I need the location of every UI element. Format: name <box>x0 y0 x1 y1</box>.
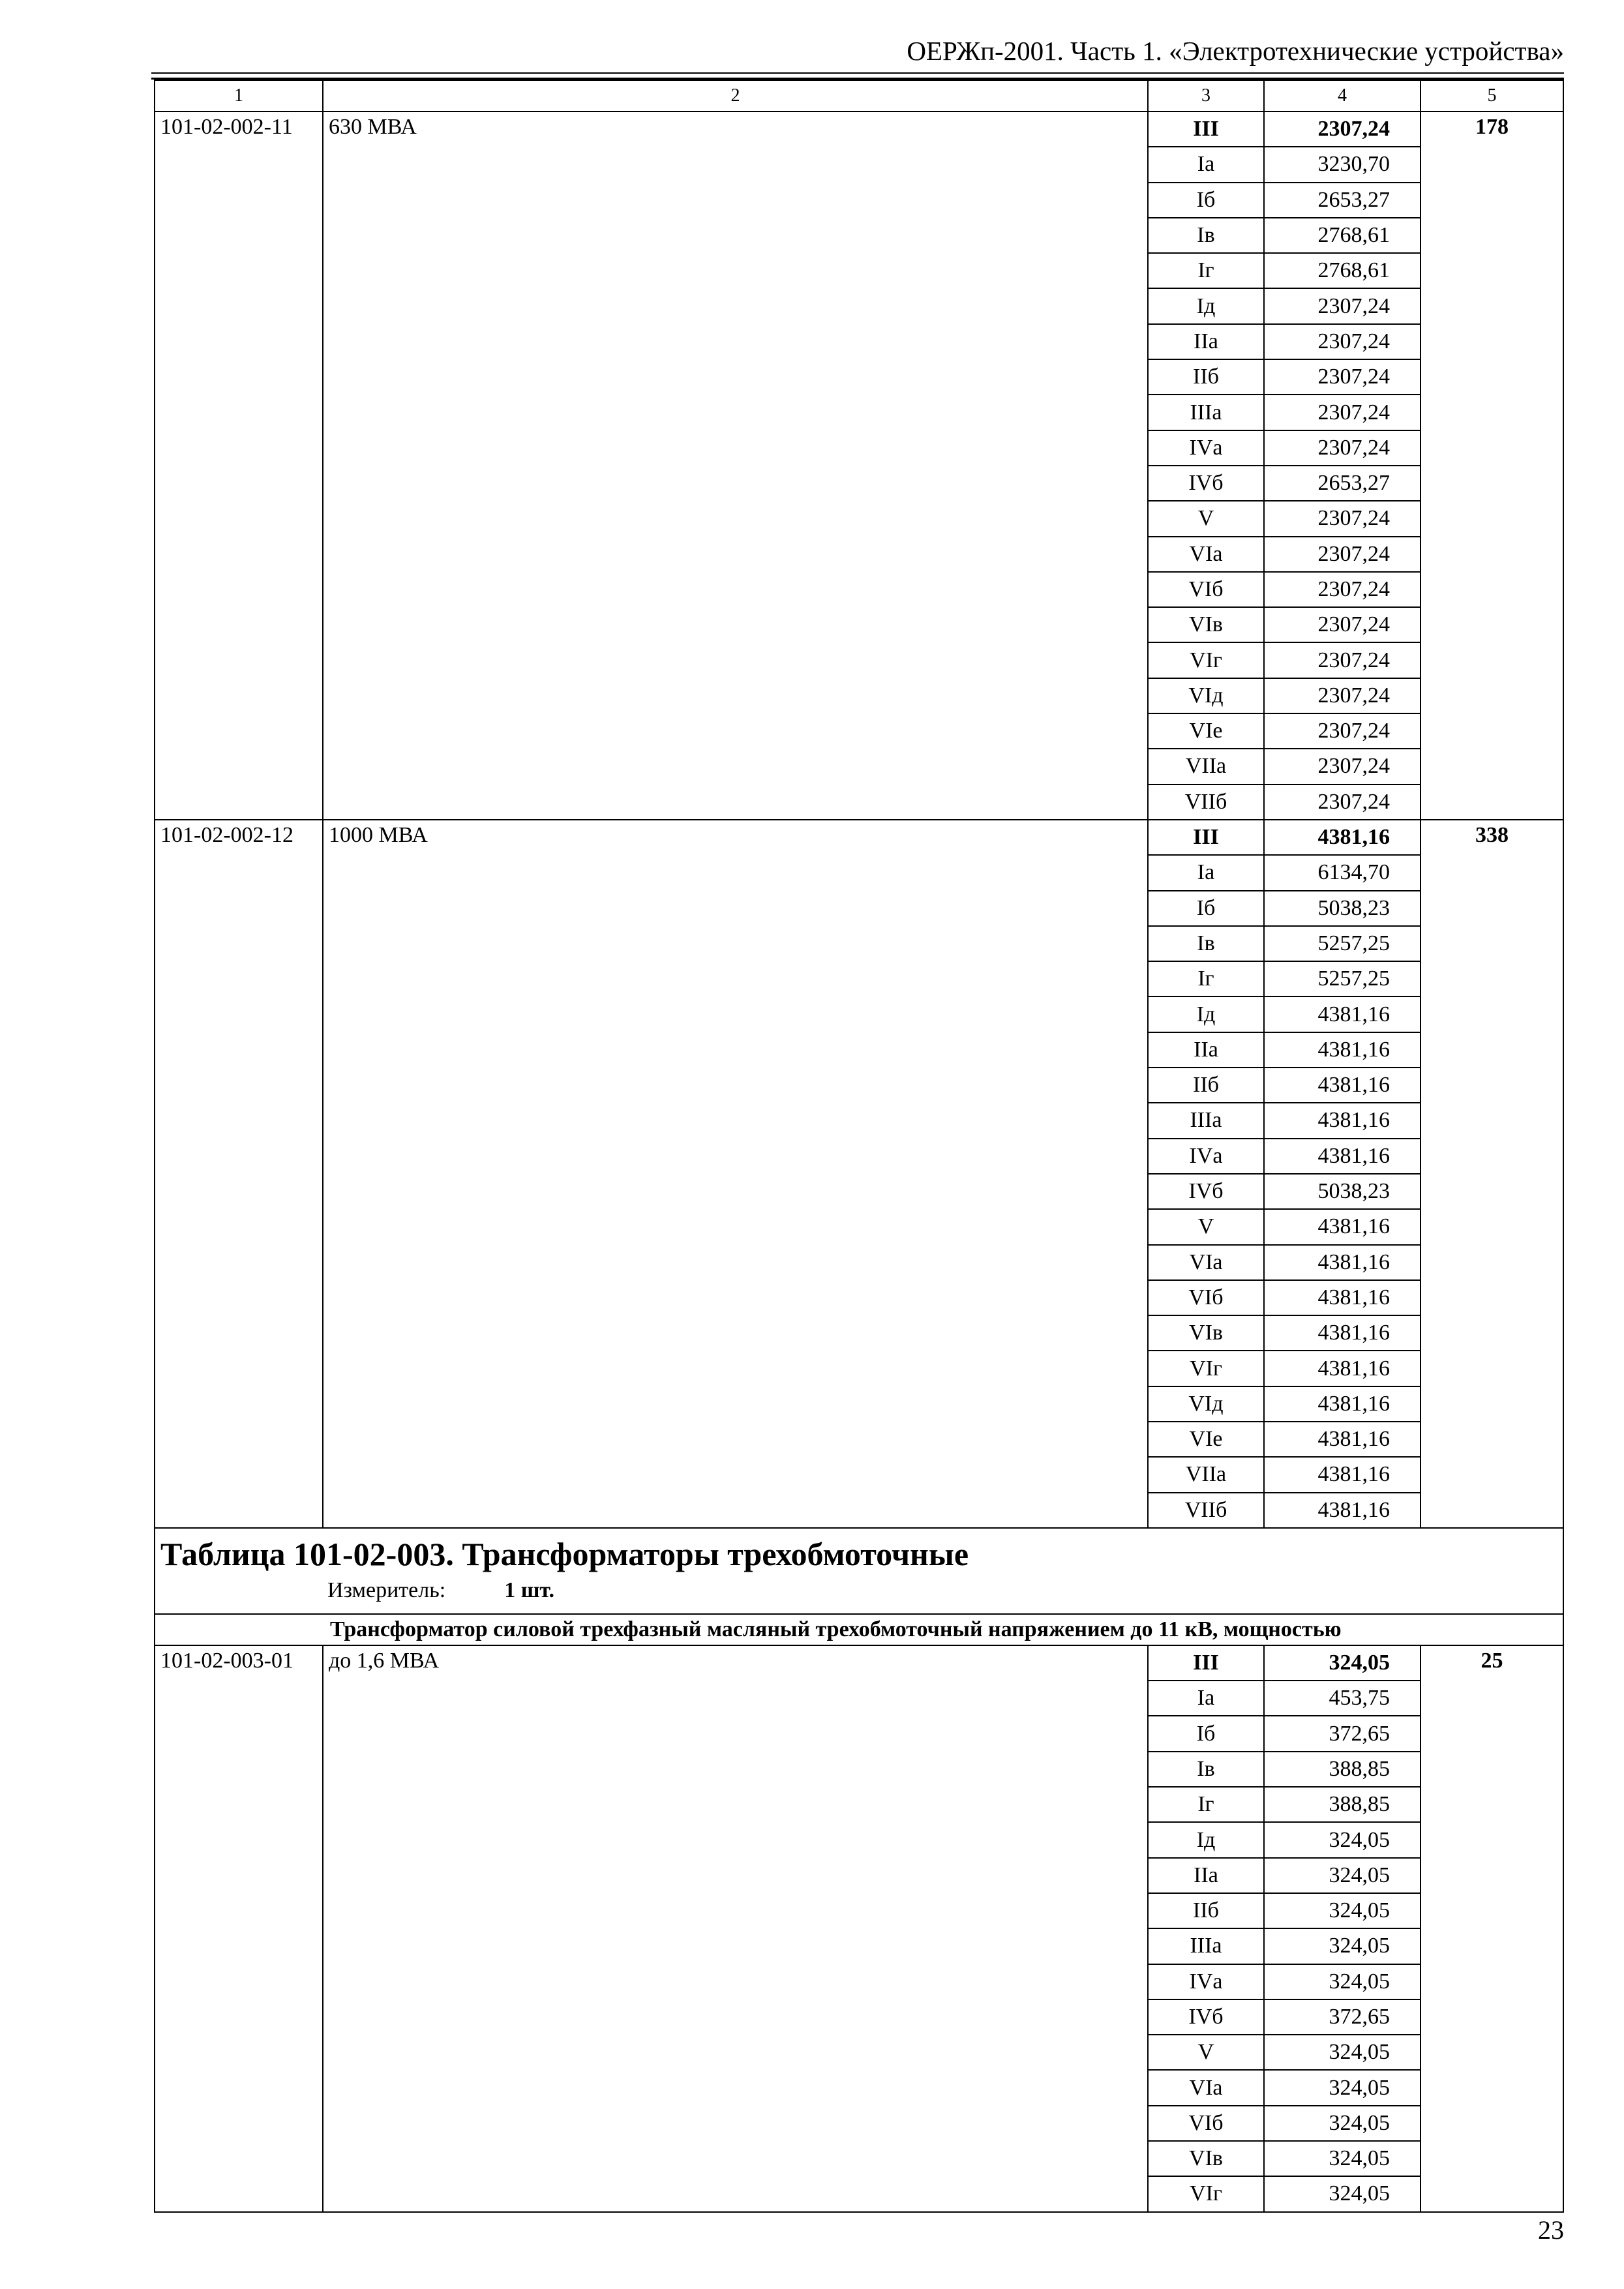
zone-cell: IVб <box>1148 1999 1264 2035</box>
price-cell: 4381,16 <box>1264 1139 1421 1174</box>
zone-cell: IIа <box>1148 324 1264 359</box>
measure-line <box>160 1579 1557 1602</box>
price-cell: 4381,16 <box>1264 1315 1421 1351</box>
price-cell: 324,05 <box>1264 1893 1421 1928</box>
price-cell: 2307,24 <box>1264 288 1421 323</box>
zone-cell: Iа <box>1148 147 1264 182</box>
price-cell: 324,05 <box>1264 1645 1421 1681</box>
price-cell: 2307,24 <box>1264 501 1421 536</box>
zone-cell: VIг <box>1148 642 1264 678</box>
section-subheader-row <box>155 1614 1563 1645</box>
item-value: 25 <box>1421 1645 1563 2212</box>
price-cell: 324,05 <box>1264 1858 1421 1893</box>
item-value: 338 <box>1421 820 1563 1528</box>
zone-cell: Iв <box>1148 1752 1264 1787</box>
price-cell: 2307,24 <box>1264 607 1421 642</box>
zone-cell: IIIа <box>1148 395 1264 430</box>
price-cell: 2307,24 <box>1264 785 1421 820</box>
price-cell: 2307,24 <box>1264 430 1421 466</box>
zone-cell: VIIа <box>1148 749 1264 784</box>
zone-cell: V <box>1148 501 1264 536</box>
zone-cell: VIе <box>1148 713 1264 749</box>
price-cell: 324,05 <box>1264 1928 1421 1964</box>
zone-cell: Iг <box>1148 253 1264 288</box>
zone-cell: VIа <box>1148 537 1264 572</box>
price-cell: 4381,16 <box>1264 1280 1421 1315</box>
price-cell: 372,65 <box>1264 1716 1421 1751</box>
price-cell: 4381,16 <box>1264 1103 1421 1138</box>
zone-cell: IVб <box>1148 466 1264 501</box>
item-description: до 1,6 МВА <box>323 1645 1148 2212</box>
column-number: 4 <box>1264 80 1421 112</box>
zone-cell: Iг <box>1148 1787 1264 1822</box>
price-cell: 4381,16 <box>1264 1068 1421 1103</box>
price-table-body <box>155 80 1563 2212</box>
page-number: 23 <box>1538 2215 1564 2245</box>
zone-cell: IIб <box>1148 359 1264 395</box>
price-cell: 2307,24 <box>1264 324 1421 359</box>
zone-cell: VIв <box>1148 607 1264 642</box>
column-number: 2 <box>323 80 1148 112</box>
column-number-row <box>155 80 1563 112</box>
zone-cell: III <box>1148 1645 1264 1681</box>
zone-cell: VIIб <box>1148 785 1264 820</box>
header-rule-thin <box>151 72 1564 74</box>
zone-cell: VIа <box>1148 2070 1264 2105</box>
price-cell: 324,05 <box>1264 1964 1421 1999</box>
price-cell: 2307,24 <box>1264 572 1421 607</box>
zone-cell: VIв <box>1148 1315 1264 1351</box>
zone-cell: VIIа <box>1148 1457 1264 1492</box>
price-cell: 372,65 <box>1264 1999 1421 2035</box>
zone-cell: V <box>1148 1209 1264 1244</box>
price-cell: 5257,25 <box>1264 926 1421 961</box>
price-cell: 4381,16 <box>1264 1422 1421 1457</box>
item-code: 101-02-002-12 <box>155 820 323 1528</box>
document-header-title: ОЕРЖп-2001. Часть 1. «Электротехнические устройства» <box>907 36 1564 66</box>
price-cell: 324,05 <box>1264 1822 1421 1857</box>
price-cell: 324,05 <box>1264 2106 1421 2141</box>
measure-label: Измеритель: <box>327 1578 446 1602</box>
price-cell: 4381,16 <box>1264 1457 1421 1492</box>
zone-cell: IIIа <box>1148 1103 1264 1138</box>
column-number: 1 <box>155 80 323 112</box>
table-title-cell <box>155 1528 1563 1614</box>
zone-cell: Iа <box>1148 855 1264 890</box>
price-cell: 5257,25 <box>1264 961 1421 996</box>
price-cell: 453,75 <box>1264 1681 1421 1716</box>
zone-cell: VIб <box>1148 2106 1264 2141</box>
zone-cell: VIд <box>1148 1386 1264 1422</box>
item-value: 178 <box>1421 112 1563 820</box>
column-number: 5 <box>1421 80 1563 112</box>
zone-cell: VIб <box>1148 1280 1264 1315</box>
price-table <box>154 80 1564 2213</box>
price-cell: 2768,61 <box>1264 218 1421 253</box>
price-cell: 2768,61 <box>1264 253 1421 288</box>
zone-cell: Iд <box>1148 288 1264 323</box>
zone-price-row <box>155 1645 1563 1681</box>
price-cell: 4381,16 <box>1264 1386 1421 1422</box>
zone-cell: IIа <box>1148 1032 1264 1068</box>
zone-cell: Iг <box>1148 961 1264 996</box>
price-cell: 2307,24 <box>1264 749 1421 784</box>
zone-price-row <box>155 820 1563 855</box>
zone-cell: VIг <box>1148 2176 1264 2211</box>
price-cell: 2307,24 <box>1264 713 1421 749</box>
zone-cell: IVа <box>1148 1964 1264 1999</box>
price-cell: 324,05 <box>1264 2070 1421 2105</box>
price-cell: 4381,16 <box>1264 996 1421 1032</box>
price-cell: 388,85 <box>1264 1752 1421 1787</box>
zone-cell: Iв <box>1148 218 1264 253</box>
zone-cell: Iд <box>1148 1822 1264 1857</box>
price-cell: 4381,16 <box>1264 1351 1421 1386</box>
zone-cell: Iв <box>1148 926 1264 961</box>
zone-cell: III <box>1148 820 1264 855</box>
price-cell: 4381,16 <box>1264 1032 1421 1068</box>
column-number: 3 <box>1148 80 1264 112</box>
zone-cell: Iа <box>1148 1681 1264 1716</box>
price-cell: 2307,24 <box>1264 537 1421 572</box>
item-code: 101-02-002-11 <box>155 112 323 820</box>
zone-cell: Iд <box>1148 996 1264 1032</box>
table-heading: Таблица 101-02-003. Трансформаторы трехобмоточные <box>160 1535 969 1572</box>
price-cell: 4381,16 <box>1264 1209 1421 1244</box>
zone-cell: IIIа <box>1148 1928 1264 1964</box>
price-cell: 4381,16 <box>1264 1493 1421 1528</box>
zone-cell: IVа <box>1148 1139 1264 1174</box>
price-cell: 3230,70 <box>1264 147 1421 182</box>
item-code: 101-02-003-01 <box>155 1645 323 2212</box>
price-cell: 2307,24 <box>1264 642 1421 678</box>
zone-cell: VIа <box>1148 1245 1264 1280</box>
price-cell: 4381,16 <box>1264 820 1421 855</box>
zone-cell: Iб <box>1148 1716 1264 1751</box>
table-title-row <box>155 1528 1563 1614</box>
price-cell: 5038,23 <box>1264 1174 1421 1209</box>
price-cell: 4381,16 <box>1264 1245 1421 1280</box>
zone-cell: IIа <box>1148 1858 1264 1893</box>
zone-cell: Iб <box>1148 183 1264 218</box>
section-subheader: Трансформатор силовой трехфазный масляный трехобмоточный напряжением до 11 кВ, мощностью <box>155 1614 1563 1645</box>
zone-cell: IIб <box>1148 1893 1264 1928</box>
zone-cell: VIIб <box>1148 1493 1264 1528</box>
zone-cell: Iб <box>1148 891 1264 926</box>
zone-cell: IVа <box>1148 430 1264 466</box>
zone-cell: IIб <box>1148 1068 1264 1103</box>
price-cell: 324,05 <box>1264 2141 1421 2176</box>
price-cell: 388,85 <box>1264 1787 1421 1822</box>
measure-unit: 1 шт. <box>504 1578 555 1602</box>
price-cell: 2307,24 <box>1264 359 1421 395</box>
price-cell: 2653,27 <box>1264 466 1421 501</box>
zone-cell: VIд <box>1148 678 1264 713</box>
price-cell: 5038,23 <box>1264 891 1421 926</box>
zone-cell: V <box>1148 2035 1264 2070</box>
price-cell: 2307,24 <box>1264 678 1421 713</box>
price-cell: 324,05 <box>1264 2176 1421 2211</box>
price-cell: 6134,70 <box>1264 855 1421 890</box>
price-cell: 2653,27 <box>1264 183 1421 218</box>
zone-cell: IVб <box>1148 1174 1264 1209</box>
zone-price-row <box>155 112 1563 147</box>
zone-cell: III <box>1148 112 1264 147</box>
zone-cell: VIв <box>1148 2141 1264 2176</box>
item-description: 630 МВА <box>323 112 1148 820</box>
price-cell: 2307,24 <box>1264 395 1421 430</box>
item-description: 1000 МВА <box>323 820 1148 1528</box>
zone-cell: VIб <box>1148 572 1264 607</box>
zone-cell: VIе <box>1148 1422 1264 1457</box>
zone-cell: VIг <box>1148 1351 1264 1386</box>
price-cell: 2307,24 <box>1264 112 1421 147</box>
price-cell: 324,05 <box>1264 2035 1421 2070</box>
